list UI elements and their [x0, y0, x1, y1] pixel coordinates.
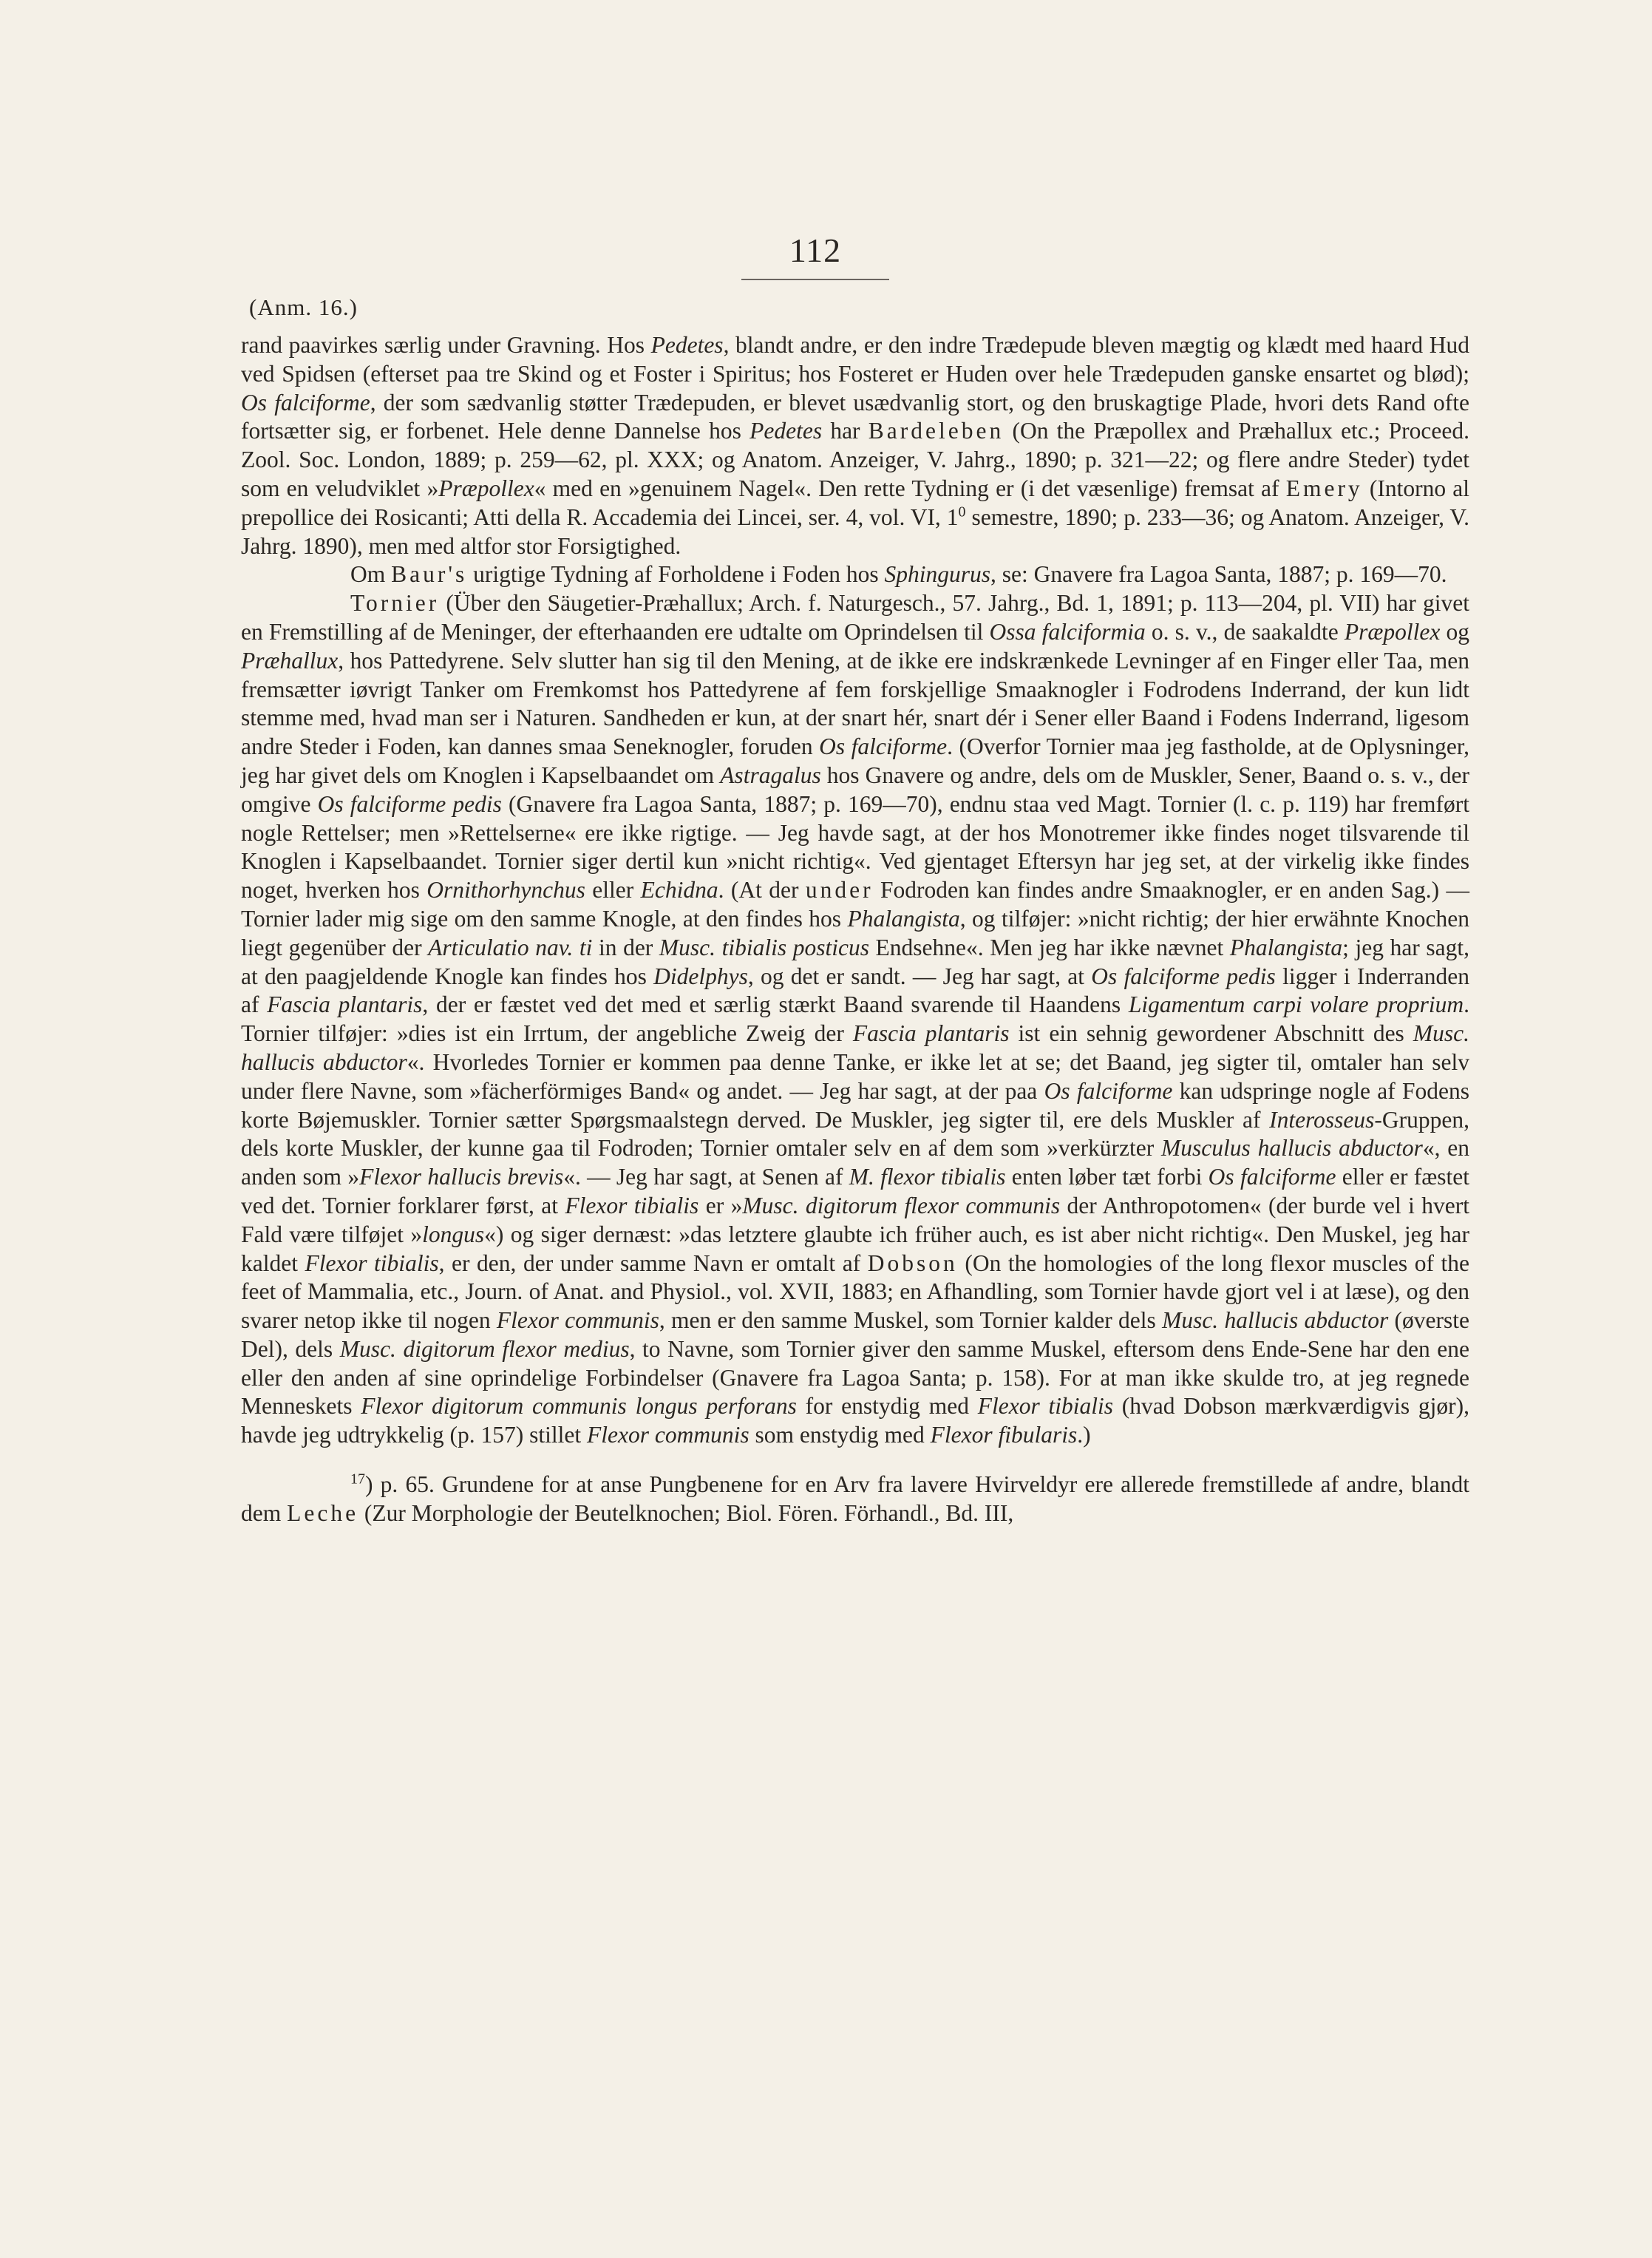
text-run: ist ein sehnig gewordener Abschnitt des [1009, 1020, 1413, 1047]
italic-term: M. flexor tibialis [849, 1164, 1006, 1190]
text-run: er » [698, 1192, 743, 1218]
italic-term: Flexor tibialis [977, 1393, 1113, 1420]
text-run: hos Gnavere og andre, dels om de Muskler, Sener, Baand o. s. v., der omgive [241, 762, 1469, 817]
text-run: (hvad Dobson mærkværdigvis gjør), havde jeg udtrykkelig (p. 157) stillet [241, 1393, 1469, 1448]
italic-term: Phalangista [847, 905, 960, 932]
italic-term: Musc. hallucis abductor [1162, 1307, 1389, 1334]
italic-term: Interosseus [1269, 1106, 1375, 1133]
text-run: «. Hvorledes Tornier er kommen paa denne Tanke, er ikke let at se; det Baand, jeg sigter til, omtaler han selv under flere Navne, som »fächerförmiges Band« og andet. — Jeg har sagt, at der paa [241, 1048, 1469, 1104]
italic-term: Os falciforme [241, 389, 370, 416]
text-run: o. s. v., de saakaldte [1145, 618, 1345, 645]
italic-term: Musc. digitorum flexor medius [339, 1335, 630, 1362]
italic-term: Os falciforme [1044, 1077, 1173, 1104]
text-run: (Über den Säugetier-Præhallux; Arch. f. Naturgesch., 57. Jahrg., Bd. 1, 1891; p. 113—204, pl. VII) har givet en Fremstilling af de Meninger, der efterhaanden ere udtalte om Oprindelsen til [241, 590, 1469, 645]
italic-term: Astragalus [720, 762, 821, 788]
text-run: .) [1077, 1422, 1091, 1448]
text-run: der Anthropotomen« (der burde vel i hvert Fald være tilføjet » [241, 1192, 1469, 1247]
italic-term: Os falciforme pedis [317, 790, 502, 817]
text-run: -Gruppen, dels korte Muskler, der kunne gaa til Fodroden; Tornier omtaler selv en af dem som »verkürzter [241, 1106, 1469, 1162]
italic-term: Didelphys [653, 963, 748, 989]
text-run: (Zur Morphologie der Beutelknochen; Biol. Fören. Förhandl., Bd. III, [358, 1499, 1014, 1526]
text-run: rand paavirkes særlig under Gravning. Hos [241, 332, 651, 358]
italic-term: Os falciforme [1208, 1164, 1336, 1190]
italic-term: Musc. digitorum flexor communis [742, 1192, 1061, 1218]
italic-term: Flexor tibialis [565, 1192, 699, 1218]
text-run: Om [350, 561, 392, 588]
italic-term: Flexor communis [587, 1422, 749, 1448]
author-name: Tornier [350, 590, 440, 617]
text-run: semestre, 1890; p. 233—36; og Anatom. Anzeiger, V. Jahrg. 1890), men med altfor stor Forsigtighed. [241, 504, 1469, 559]
text-run: , to Navne, som Tornier giver den samme Muskel, eftersom dens Ende-Sene har den ene eller den anden af sine oprindelige Forbindelser (Gnavere fra Lagoa Santa; p. 158). For at man ikke skulde tro, at jeg regnede Menneskets [241, 1335, 1469, 1420]
text-run: . Tornier tilføjer: »dies ist ein Irrtum, der angebliche Zweig der [241, 991, 1469, 1047]
text-run: (On the Præpollex and Præhallux etc.; Proceed. Zool. Soc. London, 1889; p. 259—62, pl. XXX; og Anatom. Anzeiger, V. Jahrg., 1890; p. 321—22; og flere andre Steder) tydet som en veludviklet » [241, 418, 1469, 501]
text-run: , men er den samme Muskel, som Tornier kalder dels [659, 1307, 1163, 1334]
text-run: «, en anden som » [241, 1135, 1469, 1190]
text-run: «) og siger dernæst: »das letztere glaubte ich früher auch, es ist aber nicht richtig«. Den Muskel, jeg har kaldet [241, 1221, 1469, 1276]
italic-term: Ossa falciformia [989, 618, 1146, 645]
text-run: enten løber tæt forbi [1005, 1164, 1209, 1190]
italic-term: Sphingurus [884, 561, 990, 588]
paragraph [241, 589, 1469, 1450]
text-run: , og tilføjer: »nicht richtig; der hier erwähnte Knochen liegt gegenüber der [241, 905, 1469, 960]
text-run: for enstydig med [796, 1393, 978, 1420]
italic-term: Flexor communis [496, 1307, 659, 1334]
text-run: , blandt andre, er den indre Trædepude bleven mægtig og klædt med haard Hud ved Spidsen (efterset paa tre Skind og et Foster i Spiritus; hos Fosteret er Huden over hele Trædepuden ganske ensartet og blød); [241, 332, 1469, 387]
italic-term: Fascia plantaris [852, 1020, 1010, 1047]
italic-term: Præhallux [241, 647, 339, 674]
paragraph [241, 331, 1469, 560]
superscript: 0 [958, 504, 966, 521]
text-run: som enstydig med [749, 1422, 931, 1448]
text-run: og [1440, 618, 1470, 645]
note-reference: (Anm. 16.) [249, 294, 358, 320]
italic-term: Fascia plantaris [267, 991, 423, 1018]
text-run: in der [592, 934, 659, 960]
text-run: har [822, 418, 869, 444]
text-run: (Gnavere fra Lagoa Santa, 1887; p. 169—70), endnu staa ved Magt. Tornier (l. c. p. 119) har fremført nogle Rettelser; men »Rettelserne« ere ikke rigtige. — Jeg havde sagt, at der hos Monotremer ikke findes noget tilsvarende til Knoglen i Kapselbaandet. Tornier siger dertil kun »nicht richtig«. Ved gjentaget Eftersyn har jeg set, at der virkelig ikke findes noget, hverken hos [241, 790, 1469, 903]
italic-term: longus [422, 1221, 485, 1247]
italic-term: Flexor fibularis [930, 1422, 1078, 1448]
text-run: ) p. 65. Grundene for at anse Pungbenene for en Arv fra lavere Hvirveldyr ere allerede fremstillede af andre, blandt dem [241, 1471, 1469, 1526]
text-run: urigtige Tydning af Forholdene i Foden hos [467, 561, 885, 588]
italic-term: Flexor digitorum communis longus perforans [361, 1393, 797, 1420]
italic-term: Os falciforme [819, 733, 948, 760]
text-run: , se: Gnavere fra Lagoa Santa, 1887; p. 169—70. [990, 561, 1447, 588]
text-run: eller [585, 877, 641, 903]
text-run: eller er fæstet ved det. Tornier forklarer først, at [241, 1164, 1470, 1218]
italic-term: Musc. tibialis posticus [659, 934, 869, 960]
text-run: (Intorno al prepollice dei Rosicanti; Atti della R. Accademia dei Lincei, ser. 4, vol. VI, 1 [241, 475, 1469, 530]
text-run: , der er fæstet ved det med et særlig stærkt Baand svarende til Haandens [422, 991, 1129, 1018]
text-run: . (At der [718, 877, 806, 903]
italic-term: Musc. hallucis abductor [241, 1020, 1469, 1075]
author-name: Dobson [867, 1250, 958, 1276]
italic-term: Præpollex [438, 475, 534, 501]
text-run: Fodroden kan findes andre Smaaknogler, er en anden Sag.) — Tornier lader mig sige om den samme Knogle, at den findes hos [241, 877, 1469, 932]
text-run: . (Overfor Tornier maa jeg fastholde, at de Oplysninger, jeg har givet dels om Knoglen i Kapselbaandet om [241, 733, 1469, 788]
author-name: Leche [287, 1499, 359, 1526]
text-run: , er den, der under samme Navn er omtalt af [438, 1250, 868, 1276]
text-run: «. — Jeg har sagt, at Senen af [563, 1164, 849, 1190]
author-name: Baur's [391, 561, 468, 588]
italic-term: Flexor tibialis [305, 1250, 439, 1276]
text-run: « med en »genuinem Nagel«. Den rette Tydning er (i det væsenlige) fremsat af [534, 475, 1286, 501]
text-run: (øverste Del), dels [241, 1307, 1470, 1362]
text-run: , hos Pattedyrene. Selv slutter han sig til den Mening, at de ikke ere indskrænkede Levninger af en Finger eller Taa, men fremsætter iøvrigt Tanker om Fremkomst hos Pattedyrene af fem forskjellige Smaaknogler i Fodrodens Inderrand, der kun lidt stemme med, hvad man ser i Naturen. Sandheden er kun, at der snart hér, snart dér i Sener eller Baand i Fodens Inderrand, ligesom andre Steder i Foden, kan dannes smaa Seneknogler, foruden [241, 647, 1469, 760]
italic-term: Ornithorhynchus [426, 877, 585, 903]
page-number-rule [741, 279, 889, 280]
italic-term: Pedetes [650, 332, 724, 358]
author-name: under [805, 877, 874, 903]
italic-term: Musculus hallucis abductor [1161, 1135, 1423, 1162]
text-run: , der som sædvanlig støtter Trædepuden, er blevet usædvanlig stort, og den bruskagtige Plade, hvori dets Rand ofte fortsætter sig, er forbenet. Hele denne Dannelse hos [241, 389, 1469, 444]
italic-term: Flexor hallucis brevis [359, 1164, 564, 1190]
text-run: Endsehne«. Men jeg har ikke nævnet [869, 934, 1230, 960]
italic-term: Articulatio nav. ti [428, 934, 593, 960]
italic-term: Phalangista [1229, 934, 1343, 960]
text-run: , og det er sandt. — Jeg har sagt, at [747, 963, 1092, 989]
text-run: (On the homologies of the long flexor muscles of the feet of Mammalia, etc., Journ. of Anat. and Physiol., vol. XVII, 1883; en Afhandling, som Tornier havde gjort vel i at læse), og den svarer netop ikke til nogen [241, 1250, 1470, 1334]
author-name: Bardeleben [868, 418, 1005, 444]
author-name: Emery [1285, 475, 1363, 501]
body-text [241, 331, 1469, 1528]
italic-term: Præpollex [1344, 618, 1441, 645]
text-run: kan udspringe nogle af Fodens korte Bøjemuskler. Tornier sætter Spørgsmaalstegn derved. De Muskler, jeg sigter til, ere dels Muskler af [241, 1077, 1470, 1133]
paragraph [241, 560, 1469, 589]
superscript: 17 [350, 1471, 365, 1488]
italic-term: Os falciforme pedis [1091, 963, 1276, 989]
footnote-paragraph [241, 1471, 1469, 1528]
italic-term: Echidna [640, 877, 718, 903]
text-run: ; jeg har sagt, at den paagjeldende Knogle kan findes hos [241, 934, 1469, 989]
italic-term: Pedetes [749, 418, 823, 444]
page-number: 112 [789, 231, 842, 269]
italic-term: Ligamentum carpi volare proprium [1128, 991, 1464, 1018]
text-run: ligger i Inderranden af [241, 963, 1469, 1018]
